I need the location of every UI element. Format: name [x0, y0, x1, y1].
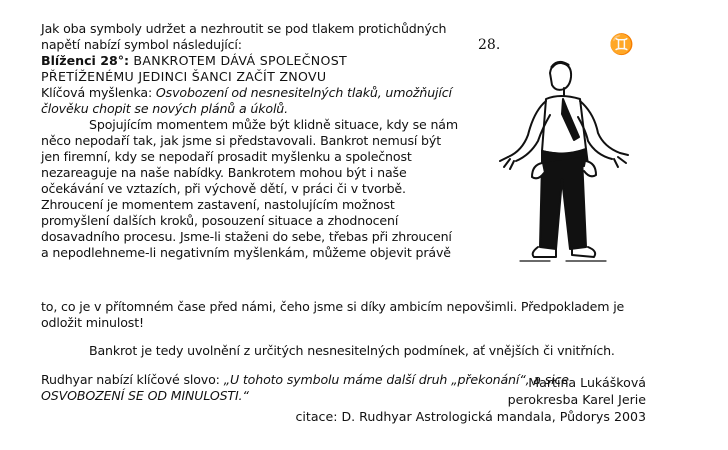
illustration-man-empty-pockets	[480, 55, 640, 280]
keyword-label: Klíčová myšlenka:	[41, 85, 156, 100]
credit-author: Martina Lukášková	[528, 375, 646, 390]
credit-drawing: perokresba Karel Jerie	[507, 392, 646, 407]
symbol-title-1: BANKROTEM DÁVÁ SPOLEČNOST	[129, 53, 348, 68]
symbol-heading	[41, 53, 461, 69]
paragraph-1: Spojujícím momentem může být klidně situace, kdy se nám něco nepodaří tak, jak jsme si představovali. Bankrot nemusí být jen firemní, kdy se nepodaří prosadit myšlenku a společnost nezareaguje na naše nabídky. Bankrotem mohou být i naše očekávání ve vztazích, při výchově dětí, v práci či v tvorbě. Zhroucení je momentem zastavení, nastolujícím možnost promyšlení dalších kroků, posouzení situace a zhodnocení dosavadního procesu. Jsme-li staženi do sebe, třebas při zhroucení a nepodlehneme-li negativním myšlenkám, můžeme objevit právě	[41, 117, 458, 260]
paragraph-3-quote: „U tohoto symbolu máme další druh „překonání“, a sice OSVOBOZENÍ SE OD MINULOSTI.“	[41, 371, 569, 403]
credits-block	[295, 374, 646, 425]
symbol-label: Blíženci 28°:	[41, 53, 130, 68]
paragraph-3-prefix: Rudhyar nabízí klíčové slovo:	[41, 371, 224, 387]
keyword-paragraph	[41, 85, 461, 117]
figure-number: 28.	[478, 37, 501, 53]
main-text-column	[41, 21, 461, 261]
paragraph-2: Bankrot je tedy uvolnění z určitých nesnesitelných podmínek, ať vnějších či vnitřních.	[89, 343, 615, 359]
keyword-text: Osvobození od nesnesitelných tlaků, umožňující člověku chopit se nových plánů a úkolů.	[41, 85, 452, 116]
credit-citation: citace: D. Rudhyar Astrologická mandala, Půdorys 2003	[295, 409, 646, 424]
gemini-glyph-icon: ♊	[609, 32, 634, 56]
symbol-title-2: PŘETÍŽENÉMU JEDINCI ŠANCI ZAČÍT ZNOVU	[41, 69, 327, 84]
paragraph-1-continued: to, co je v přítomném čase před námi, čeho jsme si díky ambicím nepovšimli. Předpokladem je odložit minulost!	[41, 298, 625, 330]
intro-text: Jak oba symboly udržet a nezhroutit se pod tlakem protichůdných napětí nabízí symbol následující:	[41, 21, 447, 52]
